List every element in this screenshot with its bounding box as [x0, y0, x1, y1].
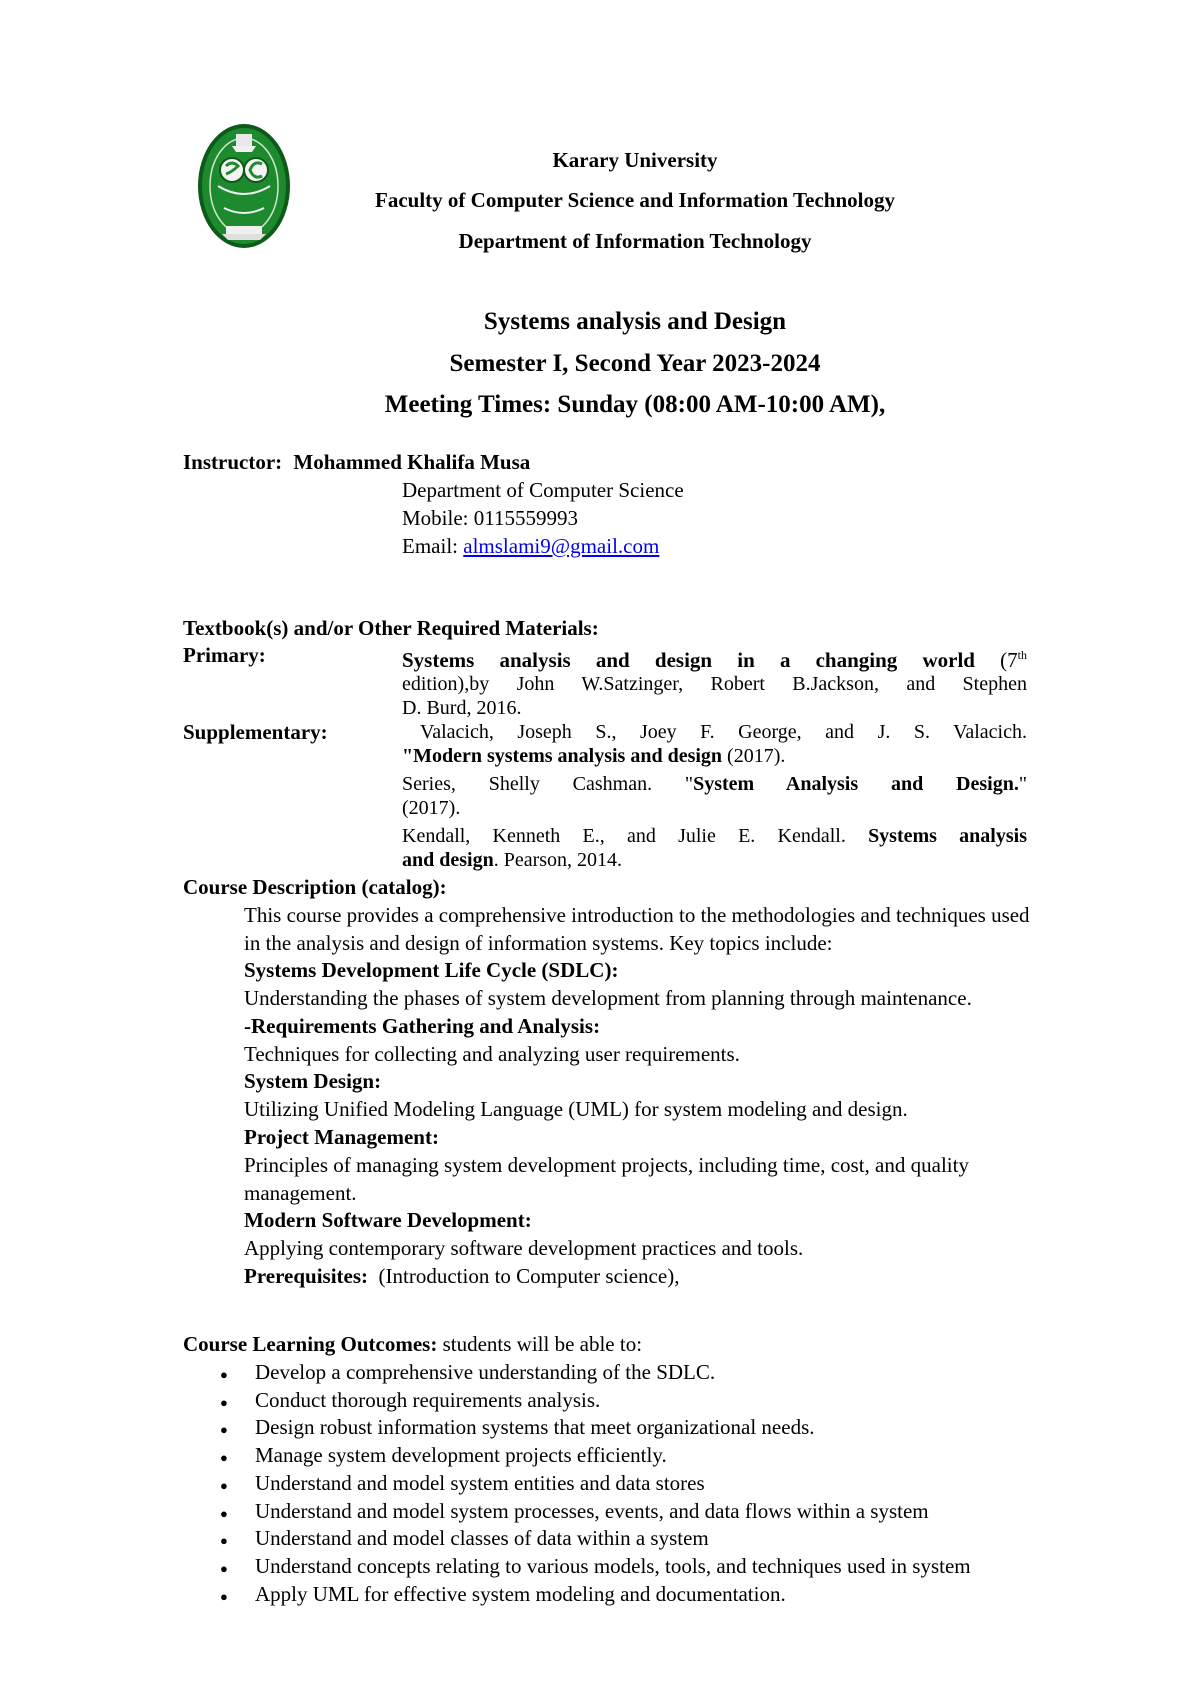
university-name: Karary University	[552, 148, 718, 172]
supp2-line-1: Series, Shelly Cashman. "System Analysis and Design."	[402, 773, 1028, 795]
outcome-text: Conduct thorough requirements analysis.	[255, 1387, 601, 1412]
outcome-text: Develop a comprehensive understanding of the SDLC.	[255, 1360, 716, 1384]
instructor-label: Instructor:	[183, 450, 283, 474]
outcome-item	[220, 1387, 600, 1416]
topic-pm-text-1: Principles of managing system development projects, including time, cost, and quality	[244, 1153, 969, 1177]
primary-edition: (7	[974, 648, 1018, 672]
topic-msd-heading: Modern Software Development:	[244, 1208, 532, 1232]
faculty-name: Faculty of Computer Science and Information Technology	[375, 188, 895, 212]
instructor-mobile: Mobile: 0115559993	[402, 506, 578, 530]
instructor-line	[183, 450, 530, 475]
department-name: Department of Information Technology	[458, 229, 812, 253]
bullet-icon: ●	[220, 1394, 228, 1410]
supp3-line-2: and design. Pearson, 2014.	[402, 849, 623, 871]
outcome-item	[220, 1581, 786, 1610]
primary-line-3: D. Burd, 2016.	[402, 697, 522, 719]
bullet-icon: ●	[220, 1450, 228, 1466]
outcome-item	[220, 1498, 929, 1527]
meeting-times: Meeting Times: Sunday (08:00 AM-10:00 AM),	[384, 391, 886, 418]
outcome-item	[220, 1442, 667, 1471]
primary-textbook	[402, 643, 1027, 720]
primary-line-1	[402, 643, 1027, 672]
supp1-title: Modern systems analysis and design	[413, 745, 723, 767]
instructor-email-line	[402, 534, 659, 559]
description-heading: Course Description (catalog):	[183, 875, 447, 899]
supp2-line-2: (2017).	[402, 797, 461, 819]
topic-sdlc-heading: Systems Development Life Cycle (SDLC):	[244, 958, 619, 982]
topic-sdlc-text: Understanding the phases of system development from planning through maintenance.	[244, 986, 972, 1010]
supp1-line-1: Valacich, Joseph S., Joey F. George, and J. S. Valacich.	[420, 721, 1027, 743]
outcome-text: Apply UML for effective system modeling and documentation.	[255, 1581, 786, 1606]
primary-line-2: edition),by John W.Satzinger, Robert B.Jackson, and Stephen	[402, 673, 1027, 695]
course-title: Systems analysis and Design	[483, 308, 787, 335]
outcome-item	[220, 1470, 705, 1499]
topic-requirements-text: Techniques for collecting and analyzing user requirements.	[244, 1042, 740, 1066]
materials-heading: Textbook(s) and/or Other Required Materials:	[183, 616, 599, 640]
instructor-department: Department of Computer Science	[402, 478, 684, 502]
email-label: Email:	[402, 534, 464, 558]
bullet-icon: ●	[220, 1422, 228, 1438]
bullet-icon: ●	[220, 1533, 228, 1549]
bullet-icon: ●	[220, 1367, 228, 1382]
bullet-icon: ●	[220, 1560, 228, 1576]
description-intro-2: in the analysis and design of information systems. Key topics include:	[244, 931, 833, 955]
email-link[interactable]: almslami9@gmail.com	[463, 534, 660, 558]
outcome-text: Understand and model classes of data within a system	[255, 1526, 709, 1551]
primary-edition-sup: th	[1017, 648, 1027, 662]
prerequisites-label: Prerequisites:	[244, 1264, 369, 1288]
course-semester: Semester I, Second Year 2023-2024	[449, 350, 821, 377]
outcomes-heading: Course Learning Outcomes:	[183, 1332, 438, 1356]
outcome-text: Understand concepts relating to various models, tools, and techniques used in system	[255, 1553, 971, 1578]
outcome-text: Design robust information systems that meet organizational needs.	[255, 1415, 815, 1440]
supplementary-label: Supplementary:	[183, 720, 328, 744]
outcome-item	[220, 1359, 715, 1388]
outcome-item	[220, 1553, 971, 1582]
topic-msd-text: Applying contemporary software development practices and tools.	[244, 1236, 804, 1260]
supp3-title-2: and design	[402, 849, 494, 871]
outcome-text: Understand and model system entities and data stores	[255, 1470, 705, 1495]
outcome-item	[220, 1414, 815, 1443]
outcome-text: Understand and model system processes, events, and data flows within a system	[255, 1498, 929, 1523]
outcomes-heading-line	[183, 1331, 642, 1357]
topic-pm-text-2: management.	[244, 1181, 357, 1205]
topic-design-text: Utilizing Unified Modeling Language (UML) for system modeling and design.	[244, 1097, 908, 1121]
outcomes-heading-tail: students will be able to:	[437, 1332, 643, 1356]
prerequisites-text: (Introduction to Computer science),	[368, 1264, 680, 1288]
outcome-item	[220, 1525, 709, 1554]
prerequisites-line	[244, 1263, 679, 1289]
bullet-icon: ●	[220, 1588, 228, 1604]
supp3-line-1: Kendall, Kenneth E., and Julie E. Kendall. Systems analysis	[402, 825, 1027, 847]
supplementary-list	[402, 720, 1027, 872]
supp3-title-1: Systems analysis	[868, 825, 1027, 847]
bullet-icon: ●	[220, 1477, 228, 1493]
bullet-icon: ●	[220, 1505, 228, 1521]
supp2-title: System Analysis and Design.	[693, 773, 1019, 795]
primary-label: Primary:	[183, 643, 266, 667]
primary-title: Systems analysis and design in a changing world	[402, 648, 975, 672]
topic-requirements-heading: -Requirements Gathering and Analysis:	[244, 1014, 601, 1038]
topic-pm-heading: Project Management:	[244, 1125, 439, 1149]
description-intro-1: This course provides a comprehensive introduction to the methodologies and techniques used	[244, 903, 1030, 927]
topic-design-heading: System Design:	[244, 1069, 382, 1093]
instructor-name: Mohammed Khalifa Musa	[293, 450, 531, 474]
supp1-line-2: "Modern systems analysis and design (2017).	[402, 745, 786, 767]
outcome-text: Manage system development projects efficiently.	[255, 1443, 667, 1468]
